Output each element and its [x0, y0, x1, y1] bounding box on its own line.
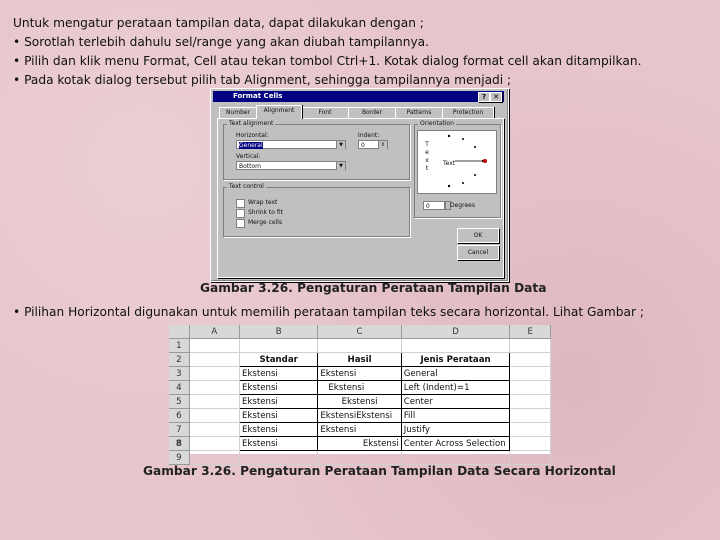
cell[interactable]: [189, 367, 239, 381]
vertical-select[interactable]: [236, 161, 346, 170]
shrink-to-fit-label: Shrink to fit: [248, 209, 283, 216]
cell[interactable]: [401, 339, 510, 353]
tab-font[interactable]: Font: [301, 107, 349, 118]
intro-line: Untuk mengatur perataan tampilan data, dapat dilakukan dengan ;: [13, 16, 424, 30]
cell-hasil[interactable]: Ekstensi: [318, 381, 401, 395]
row-header[interactable]: 4: [169, 381, 189, 395]
cell[interactable]: [510, 381, 551, 395]
merge-cells-checkbox[interactable]: [236, 219, 245, 228]
row-header[interactable]: 2: [169, 353, 189, 367]
cell-standar[interactable]: Ekstensi: [239, 423, 317, 437]
cell[interactable]: [510, 437, 551, 451]
horizontal-select[interactable]: [236, 140, 346, 149]
cell[interactable]: [189, 339, 239, 353]
cell[interactable]: [189, 409, 239, 423]
row-header[interactable]: 6: [169, 409, 189, 423]
table-row: [169, 367, 551, 381]
horizontal-value: General: [239, 142, 263, 149]
cell-standar[interactable]: Ekstensi: [239, 395, 317, 409]
dialog-tabs: [219, 106, 500, 118]
cell-hasil[interactable]: Ekstensi: [318, 423, 401, 437]
wrap-text-checkbox[interactable]: [236, 199, 245, 208]
tab-alignment[interactable]: Alignment: [256, 105, 302, 119]
figure-caption-2: Gambar 3.26. Pengaturan Perataan Tampilan Data Secara Horizontal: [143, 464, 616, 478]
intro-text: [13, 14, 641, 90]
bullet-horizontal: • Pilihan Horizontal digunakan untuk memilih perataan tampilan teks secara horizontal. Lihat Gambar ;: [13, 305, 644, 319]
row-header[interactable]: 5: [169, 395, 189, 409]
cancel-button[interactable]: Cancel: [457, 245, 499, 260]
close-icon[interactable]: ✕: [490, 92, 502, 102]
chevron-down-icon[interactable]: ▼: [336, 141, 345, 149]
wrap-text-label: Wrap text: [248, 199, 278, 206]
corner-cell[interactable]: [169, 325, 189, 339]
column-header-c[interactable]: C: [318, 325, 401, 339]
table-row: [169, 451, 551, 465]
indent-spinner[interactable]: [358, 140, 388, 149]
vertical-value: Bottom: [239, 163, 262, 170]
cell-hasil[interactable]: Ekstensi: [318, 395, 401, 409]
table-row: [169, 339, 551, 353]
cell[interactable]: [189, 395, 239, 409]
row-header[interactable]: 1: [169, 339, 189, 353]
intro-line: • Sorotlah terlebih dahulu sel/range yang akan diubah tampilannya.: [13, 35, 430, 49]
row-header[interactable]: 3: [169, 367, 189, 381]
column-header-e[interactable]: E: [510, 325, 551, 339]
row-header[interactable]: 8: [169, 437, 189, 451]
cell-jenis[interactable]: Center Across Selection: [401, 437, 510, 451]
intro-line: • Pada kotak dialog tersebut pilih tab Alignment, sehingga tampilannya menjadi ;: [13, 73, 512, 87]
indent-label: Indent:: [358, 132, 380, 139]
table-row: [169, 409, 551, 423]
cell-jenis[interactable]: Justify: [401, 423, 510, 437]
cell-jenis[interactable]: Center: [401, 395, 510, 409]
degrees-input[interactable]: 0: [423, 201, 445, 210]
tab-border[interactable]: Border: [348, 107, 396, 118]
cell[interactable]: [239, 339, 317, 353]
table-row: [169, 381, 551, 395]
table-row: [169, 437, 551, 451]
cell[interactable]: [401, 451, 510, 465]
shrink-to-fit-checkbox[interactable]: [236, 209, 245, 218]
column-header-d[interactable]: D: [401, 325, 510, 339]
cell-jenis[interactable]: General: [401, 367, 510, 381]
cell-jenis[interactable]: Fill: [401, 409, 510, 423]
vertical-text-option[interactable]: T e x t: [425, 141, 429, 172]
intro-line: • Pilih dan klik menu Format, Cell atau tekan tombol Ctrl+1. Kotak dialog format cell akan ditampilkan.: [13, 54, 642, 68]
cell-standar[interactable]: Ekstensi: [239, 437, 317, 451]
ok-button[interactable]: OK: [457, 228, 499, 243]
cell-jenis[interactable]: Left (Indent)=1: [401, 381, 510, 395]
cell[interactable]: [510, 395, 551, 409]
degrees-label: Degrees: [450, 202, 475, 209]
cell[interactable]: [510, 451, 551, 465]
header-cell[interactable]: Jenis Perataan: [401, 353, 510, 367]
orientation-dial[interactable]: [417, 130, 497, 194]
table-row: [169, 353, 551, 367]
text-alignment-label: Text alignment: [229, 120, 274, 127]
cell-standar[interactable]: Ekstensi: [239, 409, 317, 423]
tab-patterns[interactable]: Patterns: [395, 107, 443, 118]
spinner-arrows-icon[interactable]: ⇕: [378, 141, 387, 149]
format-cells-dialog: [210, 88, 509, 282]
dialog-titlebar: [213, 91, 504, 102]
cell[interactable]: [318, 339, 401, 353]
cell-hasil[interactable]: EkstensiEkstensi: [318, 409, 401, 423]
cell[interactable]: [189, 423, 239, 437]
cell[interactable]: [510, 353, 551, 367]
cell-standar[interactable]: Ekstensi: [239, 367, 317, 381]
row-header[interactable]: 7: [169, 423, 189, 437]
orientation-label: Orientation: [420, 120, 454, 127]
merge-cells-label: Merge cells: [248, 219, 283, 226]
cell[interactable]: [189, 353, 239, 367]
tab-number[interactable]: Number: [219, 107, 257, 118]
column-header-a[interactable]: A: [189, 325, 239, 339]
cell-hasil[interactable]: Ekstensi: [318, 367, 401, 381]
horizontal-label: Horizontal:: [236, 132, 269, 139]
figure-caption-1: Gambar 3.26. Pengaturan Perataan Tampilan Data: [200, 281, 547, 295]
chevron-down-icon[interactable]: ▼: [336, 162, 345, 170]
cell[interactable]: [510, 367, 551, 381]
cell[interactable]: [239, 451, 317, 465]
table-row: [169, 423, 551, 437]
cell[interactable]: [189, 381, 239, 395]
text-control-label: Text control: [229, 183, 264, 190]
header-cell[interactable]: Hasil: [318, 353, 401, 367]
vertical-label: Vertical:: [236, 153, 261, 160]
column-header-b[interactable]: B: [239, 325, 317, 339]
cell[interactable]: [189, 437, 239, 451]
cell-hasil[interactable]: Ekstensi: [318, 437, 401, 451]
tab-protection[interactable]: Protection: [442, 107, 494, 118]
cell[interactable]: [510, 409, 551, 423]
row-header[interactable]: 9: [169, 451, 189, 465]
indent-value: 0: [361, 142, 365, 149]
help-icon[interactable]: ?: [478, 92, 490, 102]
cell[interactable]: [189, 451, 239, 465]
cell[interactable]: [318, 451, 401, 465]
table-row: [169, 395, 551, 409]
cell-standar[interactable]: Ekstensi: [239, 381, 317, 395]
sheet-grid: [169, 325, 551, 465]
cell[interactable]: [510, 423, 551, 437]
spreadsheet: [169, 325, 551, 463]
header-cell[interactable]: Standar: [239, 353, 317, 367]
orientation-text: Text: [443, 160, 456, 167]
cell[interactable]: [510, 339, 551, 353]
dialog-title: Format Cells: [233, 92, 283, 100]
